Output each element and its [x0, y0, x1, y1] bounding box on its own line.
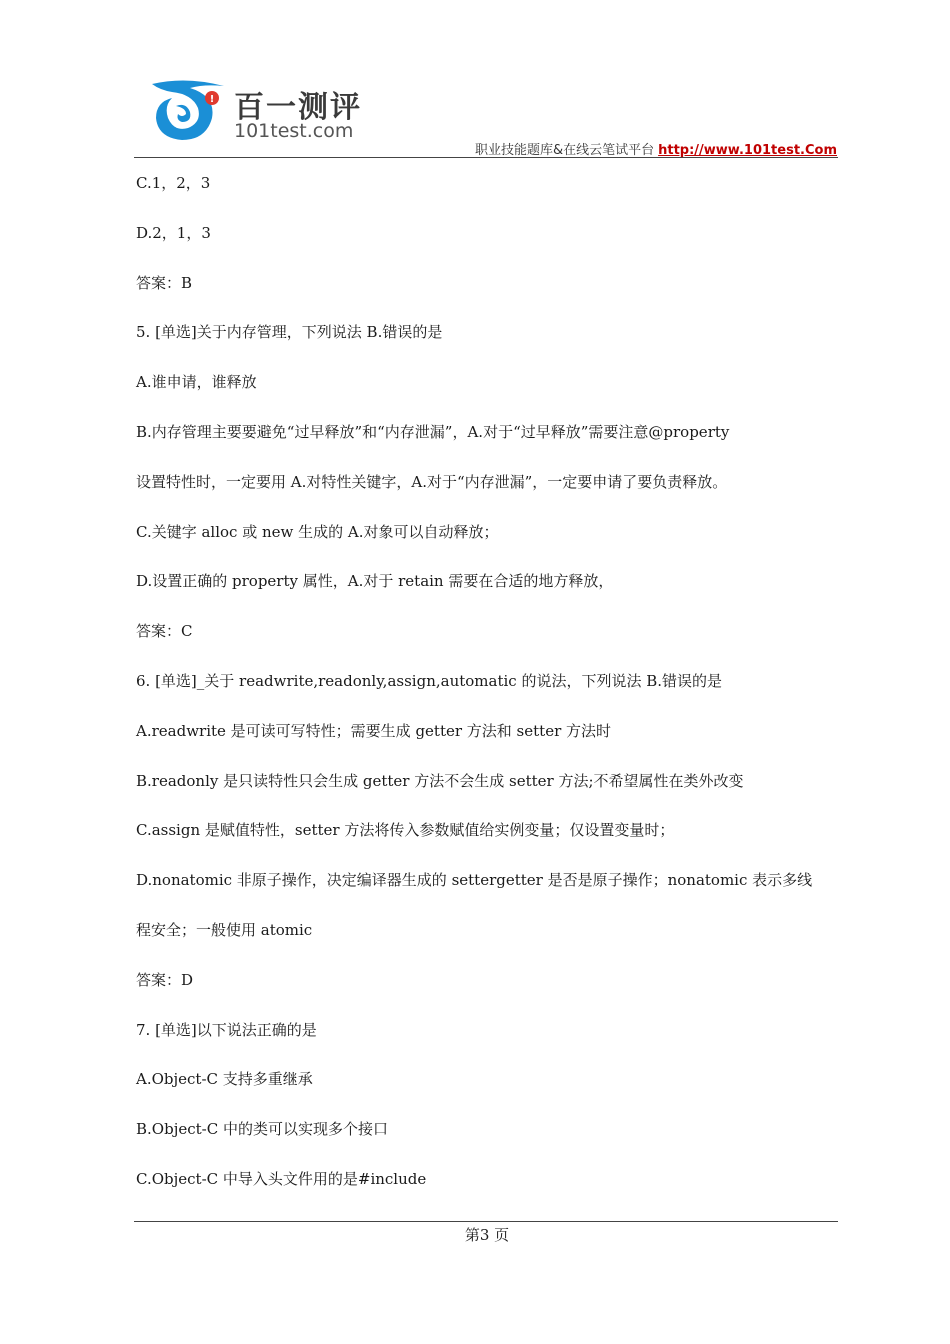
header-divider	[134, 157, 838, 158]
answer-line: 答案：B	[136, 273, 193, 292]
option-line-continued: 程安全；一般使用 atomic	[136, 920, 313, 939]
logo-swirl-icon	[146, 76, 232, 146]
option-line: D.nonatomic 非原子操作，决定编译器生成的 settergetter 是否是原子操作；nonatomic 表示多线	[136, 871, 813, 890]
logo-cn-name: 百一测评	[234, 90, 362, 125]
answer-line: 答案：C	[136, 622, 193, 641]
footer-divider	[134, 1221, 838, 1222]
logo	[146, 76, 386, 148]
option-line: D.2，1，3	[136, 223, 211, 242]
answer-line: 答案：D	[136, 970, 194, 989]
option-line: A.Object-C 支持多重继承	[136, 1070, 313, 1089]
page-header	[0, 0, 950, 160]
logo-badge: !	[209, 94, 215, 105]
option-line: C.1，2，3	[136, 174, 211, 192]
question-line: 5. [单选]关于内存管理，下列说法 B.错误的是	[136, 323, 443, 342]
document-body	[136, 170, 836, 1216]
tagline-text: 职业技能题库&在线云笔试平台	[474, 143, 655, 158]
question-line: 7. [单选]以下说法正确的是	[136, 1020, 317, 1039]
option-line: C.Object-C 中导入头文件用的是#include	[136, 1169, 427, 1188]
option-line: D.设置正确的 property 属性，A.对于 retain 需要在合适的地方释放，	[136, 572, 614, 591]
question-line: 6. [单选]_关于 readwrite,readonly,assign,automatic 的说法，下列说法 B.错误的是	[136, 671, 723, 690]
site-url-link[interactable]: http://www.101test.Com	[658, 143, 837, 158]
option-line: A.readwrite 是可读可写特性；需要生成 getter 方法和 setter 方法时	[136, 721, 612, 740]
option-line: B.Object-C 中的类可以实现多个接口	[136, 1120, 388, 1139]
page-number: 第3 页	[464, 1226, 510, 1244]
option-line-continued: 设置特性时，一定要用 A.对特性关键字，A.对于“内存泄漏”，一定要申请了要负责释放。	[136, 472, 728, 491]
logo-en-name: 101test.com	[234, 120, 354, 142]
option-line: A.谁申请，谁释放	[136, 373, 257, 392]
option-line: C.assign 是赋值特性，setter 方法将传入参数赋值给实例变量；仅设置变量时；	[136, 821, 675, 840]
option-line: C.关键字 alloc 或 new 生成的 A.对象可以自动释放；	[136, 522, 499, 541]
header-tagline	[475, 139, 837, 158]
option-line: B.内存管理主要要避免“过早释放”和“内存泄漏”，A.对于“过早释放”需要注意@property	[136, 422, 730, 441]
option-line: B.readonly 是只读特性只会生成 getter 方法不会生成 setter 方法;不希望属性在类外改变	[136, 771, 744, 790]
